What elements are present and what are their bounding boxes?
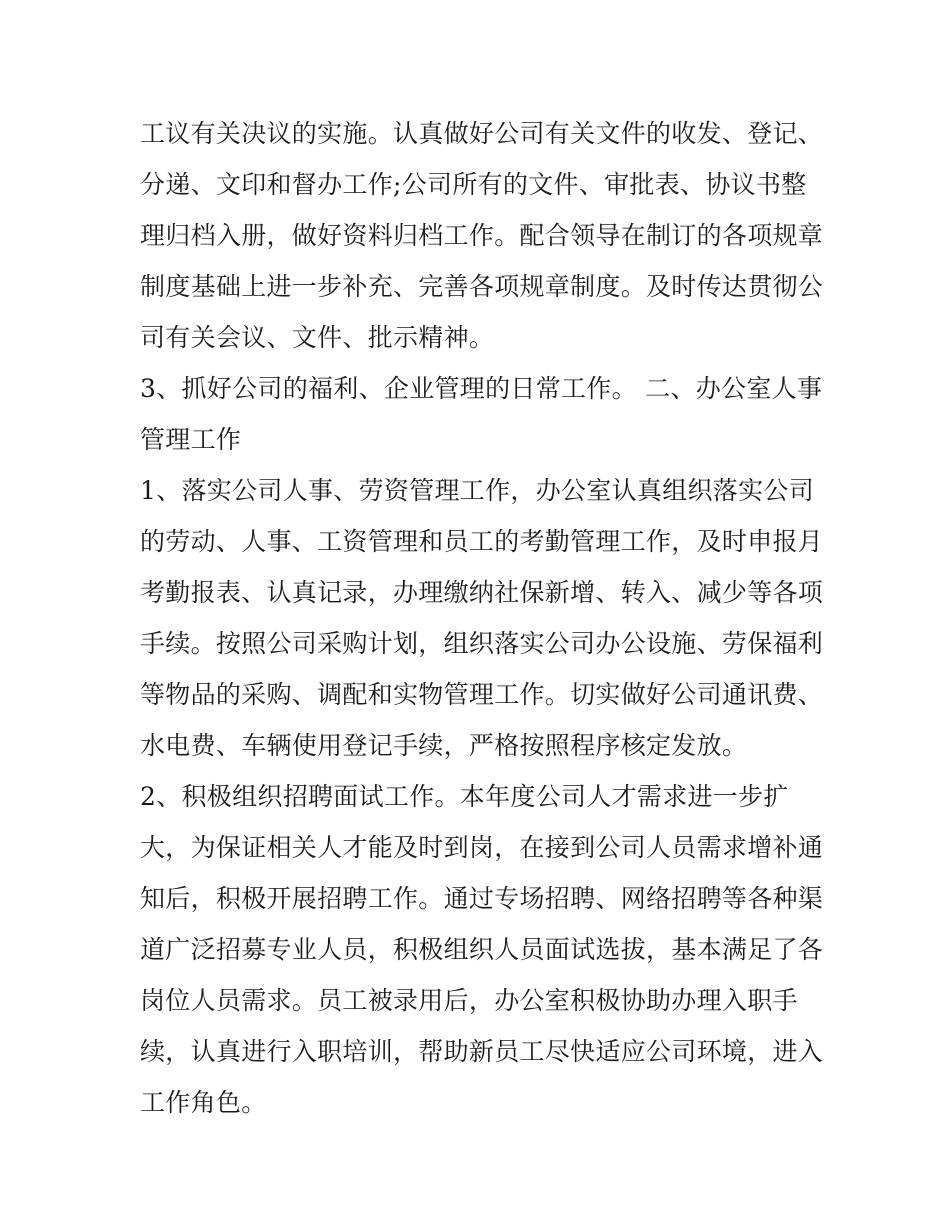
text-line: 理归档入册，做好资料归档工作。配合领导在制订的各项规章 bbox=[140, 221, 824, 250]
text-line: 大，为保证相关人才能及时到岗，在接到公司人员需求增补通 bbox=[140, 833, 824, 862]
text-line: 知后，积极开展招聘工作。通过专场招聘、网络招聘等各种渠 bbox=[140, 884, 824, 913]
text-line: 3、抓好公司的福利、企业管理的日常工作。 二、办公室人事 bbox=[140, 374, 823, 403]
text-line: 管理工作 bbox=[140, 425, 242, 454]
text-line: 水电费、车辆使用登记手续，严格按照程序核定发放。 bbox=[140, 731, 748, 760]
text-line: 道广泛招募专业人员，积极组织人员面试选拔，基本满足了各 bbox=[140, 935, 824, 964]
text-line: 司有关会议、文件、批示精神。 bbox=[140, 323, 495, 352]
text-line: 工议有关决议的实施。认真做好公司有关文件的收发、登记、 bbox=[140, 119, 824, 148]
text-line: 手续。按照公司采购计划，组织落实公司办公设施、劳保福利 bbox=[140, 629, 824, 658]
text-line: 考勤报表、认真记录，办理缴纳社保新增、转入、减少等各项 bbox=[140, 578, 824, 607]
text-line: 制度基础上进一步补充、完善各项规章制度。及时传达贯彻公 bbox=[140, 272, 824, 301]
text-line: 的劳动、人事、工资管理和员工的考勤管理工作，及时申报月 bbox=[140, 527, 824, 556]
text-line: 等物品的采购、调配和实物管理工作。切实做好公司通讯费、 bbox=[140, 680, 824, 709]
text-line: 1、落实公司人事、劳资管理工作，办公室认真组织落实公司 bbox=[140, 476, 815, 505]
text-line: 工作角色。 bbox=[140, 1088, 267, 1117]
text-line: 分递、文印和督办工作;公司所有的文件、审批表、协议书整 bbox=[140, 170, 807, 199]
text-line: 岗位人员需求。员工被录用后，办公室积极协助办理入职手 bbox=[140, 986, 798, 1015]
text-line: 2、积极组织招聘面试工作。本年度公司人才需求进一步扩 bbox=[140, 782, 789, 811]
text-line: 续，认真进行入职培训，帮助新员工尽快适应公司环境，进入 bbox=[140, 1037, 824, 1066]
document-body bbox=[140, 108, 830, 1128]
